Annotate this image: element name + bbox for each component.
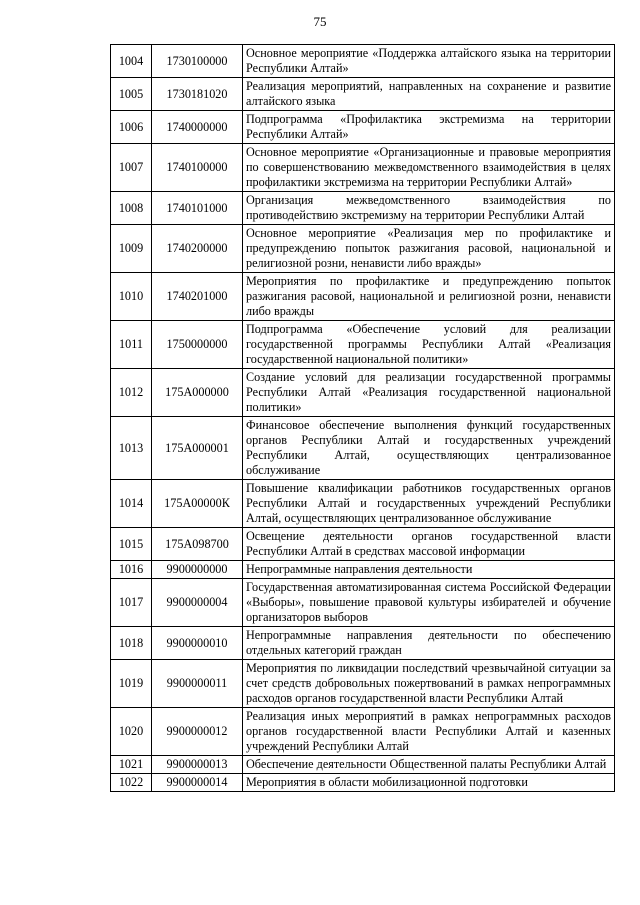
row-number-cell: 1020 <box>111 708 152 756</box>
target-code-cell: 9900000000 <box>152 561 243 579</box>
row-number-cell: 1010 <box>111 273 152 321</box>
row-number-cell: 1021 <box>111 756 152 774</box>
row-number-cell: 1022 <box>111 774 152 792</box>
budget-codes-table <box>110 44 615 792</box>
expense-name-cell: Непрограммные направления деятельности по обеспечению отдельных категорий граждан <box>243 627 615 660</box>
row-number-cell: 1009 <box>111 225 152 273</box>
expense-name-cell: Основное мероприятие «Поддержка алтайского языка на территории Республики Алтай» <box>243 45 615 78</box>
page-number: 75 <box>313 14 327 29</box>
expense-name-cell: Финансовое обеспечение выполнения функций государственных органов Республики Алтай и государственных учреждений Республики Алтай, осуществляющих централизованное обслуживание <box>243 417 615 480</box>
table-row <box>111 774 615 792</box>
table-row <box>111 627 615 660</box>
row-number-cell: 1019 <box>111 660 152 708</box>
target-code-cell: 175А098700 <box>152 528 243 561</box>
expense-name-cell: Подпрограмма «Обеспечение условий для реализации государственной программы Республики Алтай «Реализация государственной национальной политики» <box>243 321 615 369</box>
table-row <box>111 480 615 528</box>
target-code-cell: 175А000000 <box>152 369 243 417</box>
expense-name-cell: Обеспечение деятельности Общественной палаты Республики Алтай <box>243 756 615 774</box>
row-number-cell: 1006 <box>111 111 152 144</box>
target-code-cell: 9900000012 <box>152 708 243 756</box>
target-code-cell: 175А00000К <box>152 480 243 528</box>
target-code-cell: 1750000000 <box>152 321 243 369</box>
target-code-cell: 1740201000 <box>152 273 243 321</box>
target-code-cell: 1740000000 <box>152 111 243 144</box>
table-row <box>111 579 615 627</box>
row-number-cell: 1013 <box>111 417 152 480</box>
table-row <box>111 417 615 480</box>
table-row <box>111 225 615 273</box>
target-code-cell: 1730100000 <box>152 45 243 78</box>
table-row <box>111 144 615 192</box>
expense-name-cell: Мероприятия по ликвидации последствий чрезвычайной ситуации за счет средств добровольных пожертвований в рамках непрограммных расходов органов государственной власти Республики Алтай <box>243 660 615 708</box>
expense-name-cell: Реализация мероприятий, направленных на сохранение и развитие алтайского языка <box>243 78 615 111</box>
row-number-cell: 1014 <box>111 480 152 528</box>
table-body <box>111 45 615 792</box>
table-row <box>111 321 615 369</box>
table-row <box>111 708 615 756</box>
expense-name-cell: Повышение квалификации работников государственных органов Республики Алтай и государственных учреждений Республики Алтай, осуществляющих централизованное обслуживание <box>243 480 615 528</box>
table-row <box>111 528 615 561</box>
expense-name-cell: Организация межведомственного взаимодействия по противодействию экстремизму на территории Республики Алтай <box>243 192 615 225</box>
expense-name-cell: Мероприятия в области мобилизационной подготовки <box>243 774 615 792</box>
target-code-cell: 9900000014 <box>152 774 243 792</box>
expense-name-cell: Создание условий для реализации государственной программы Республики Алтай «Реализация государственной национальной политики» <box>243 369 615 417</box>
row-number-cell: 1005 <box>111 78 152 111</box>
target-code-cell: 9900000011 <box>152 660 243 708</box>
expense-name-cell: Основное мероприятие «Реализация мер по профилактике и предупреждению попыток разжигания расовой, национальной и религиозной розни, ненависти либо вражды» <box>243 225 615 273</box>
row-number-cell: 1004 <box>111 45 152 78</box>
row-number-cell: 1012 <box>111 369 152 417</box>
target-code-cell: 9900000010 <box>152 627 243 660</box>
expense-name-cell: Государственная автоматизированная система Российской Федерации «Выборы», повышение правовой культуры избирателей и обучение организаторов выборов <box>243 579 615 627</box>
row-number-cell: 1017 <box>111 579 152 627</box>
row-number-cell: 1007 <box>111 144 152 192</box>
row-number-cell: 1011 <box>111 321 152 369</box>
target-code-cell: 175А000001 <box>152 417 243 480</box>
table-row <box>111 273 615 321</box>
target-code-cell: 1740101000 <box>152 192 243 225</box>
row-number-cell: 1016 <box>111 561 152 579</box>
table-row <box>111 45 615 78</box>
expense-name-cell: Реализация иных мероприятий в рамках непрограммных расходов органов государственной власти Республики Алтай и казенных учреждений Республики Алтай <box>243 708 615 756</box>
table-row <box>111 78 615 111</box>
target-code-cell: 9900000013 <box>152 756 243 774</box>
table-row <box>111 561 615 579</box>
target-code-cell: 1740100000 <box>152 144 243 192</box>
expense-name-cell: Подпрограмма «Профилактика экстремизма на территории Республики Алтай» <box>243 111 615 144</box>
row-number-cell: 1018 <box>111 627 152 660</box>
table-row <box>111 660 615 708</box>
table-row <box>111 192 615 225</box>
table-row <box>111 369 615 417</box>
table-row <box>111 756 615 774</box>
expense-name-cell: Основное мероприятие «Организационные и правовые мероприятия по совершенствованию межведомственного взаимодействия в целях профилактики экстремизма на территории Республики Алтай» <box>243 144 615 192</box>
expense-name-cell: Непрограммные направления деятельности <box>243 561 615 579</box>
target-code-cell: 1730181020 <box>152 78 243 111</box>
row-number-cell: 1015 <box>111 528 152 561</box>
expense-name-cell: Освещение деятельности органов государственной власти Республики Алтай в средствах массовой информации <box>243 528 615 561</box>
expense-name-cell: Мероприятия по профилактике и предупреждению попыток разжигания расовой, национальной и религиозной розни, ненависти либо вражды <box>243 273 615 321</box>
table-row <box>111 111 615 144</box>
row-number-cell: 1008 <box>111 192 152 225</box>
target-code-cell: 9900000004 <box>152 579 243 627</box>
target-code-cell: 1740200000 <box>152 225 243 273</box>
